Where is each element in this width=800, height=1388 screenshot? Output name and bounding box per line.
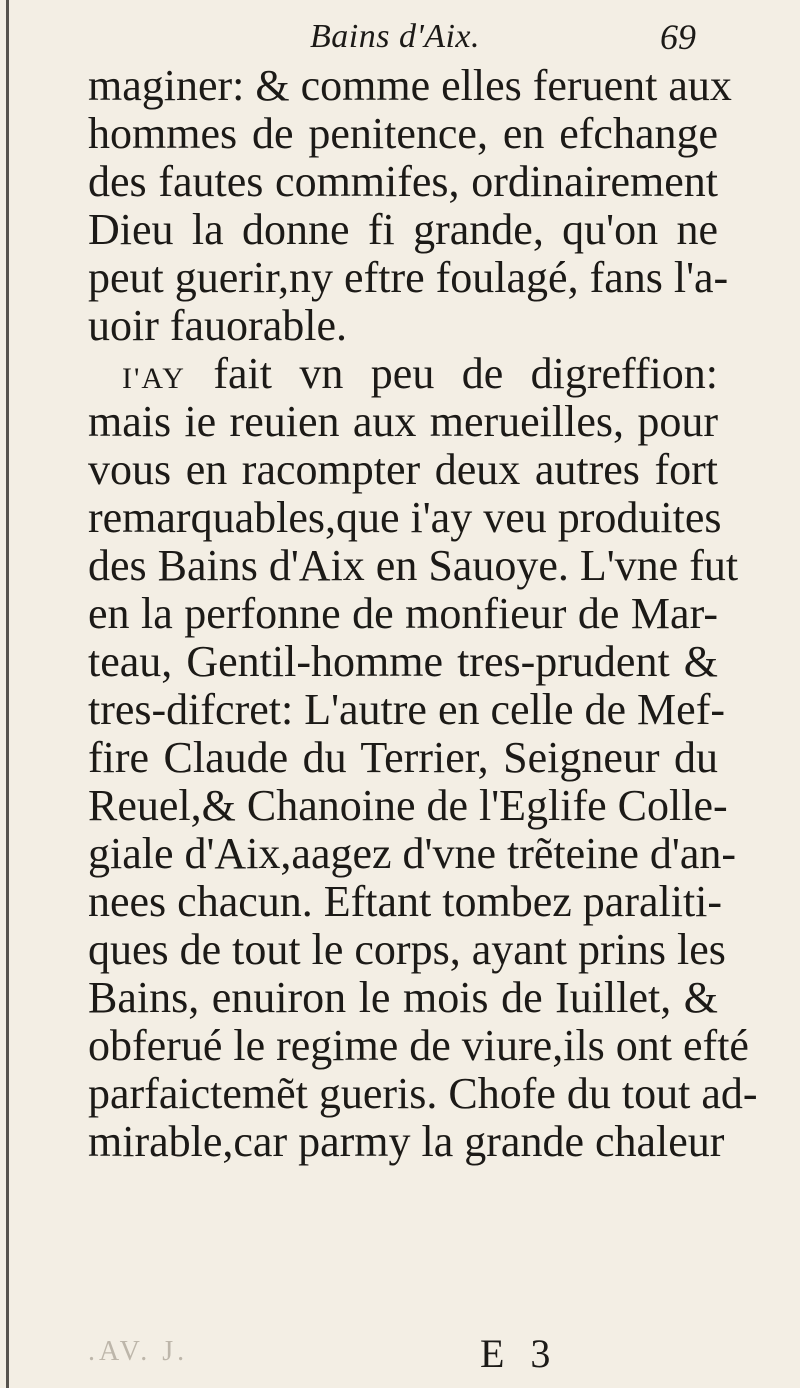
- text-line: parfaictemẽt gueris. Chofe du tout ad-: [88, 1069, 758, 1118]
- running-head: [0, 14, 800, 58]
- text-line: des fautes commifes, ordinairement: [88, 157, 718, 206]
- page-number: 69: [660, 17, 696, 57]
- text-line: hommes de penitence, en efchange: [88, 109, 718, 158]
- text-line: des Bains d'Aix en Sauoye. L'vne fut: [88, 541, 739, 590]
- text-line: Reuel,& Chanoine de l'Eglife Colle-: [88, 781, 728, 830]
- text-line: nees chacun. Eftant tombez paraliti-: [88, 877, 723, 926]
- text-line: maginer: & comme elles feruent aux: [88, 61, 732, 110]
- text-line-rest: fait vn peu de digreffion:: [185, 349, 718, 398]
- small-caps-opening: I'AY: [122, 362, 186, 395]
- text-line: Bains, enuiron le mois de Iuillet, &: [88, 973, 718, 1022]
- signature-mark: E 3: [480, 1331, 559, 1376]
- text-line: peut guerir,ny eftre foulagé, fans l'a-: [88, 253, 729, 302]
- body-text: [88, 61, 758, 1166]
- text-line: fire Claude du Terrier, Seigneur du: [88, 733, 718, 782]
- text-line: tres-difcret: L'autre en celle de Mef-: [88, 685, 726, 734]
- text-line: teau, Gentil-homme tres-prudent &: [88, 637, 718, 686]
- text-line: mirable,car parmy la grande chaleur: [88, 1117, 725, 1166]
- paragraph-start-line: [88, 350, 718, 398]
- bleed-through-text: .AV. J.: [88, 1336, 189, 1367]
- text-line: mais ie reuien aux merueilles, pour: [88, 397, 718, 446]
- text-line: uoir fauorable.: [88, 301, 347, 350]
- page-edge-shadow: [6, 0, 9, 1388]
- text-line: ques de tout le corps, ayant prins les: [88, 925, 726, 974]
- running-head-title: Bains d'Aix.: [310, 18, 481, 55]
- text-line: vous en racompter deux autres fort: [88, 445, 718, 494]
- text-line: Dieu la donne fi grande, qu'on ne: [88, 205, 718, 254]
- text-line: remarquables,que i'ay veu produites: [88, 493, 722, 542]
- text-line: giale d'Aix,aagez d'vne trẽteine d'an-: [88, 829, 737, 878]
- text-line: obferué le regime de viure,ils ont efté: [88, 1021, 749, 1070]
- text-line: en la perfonne de monfieur de Mar-: [88, 589, 718, 638]
